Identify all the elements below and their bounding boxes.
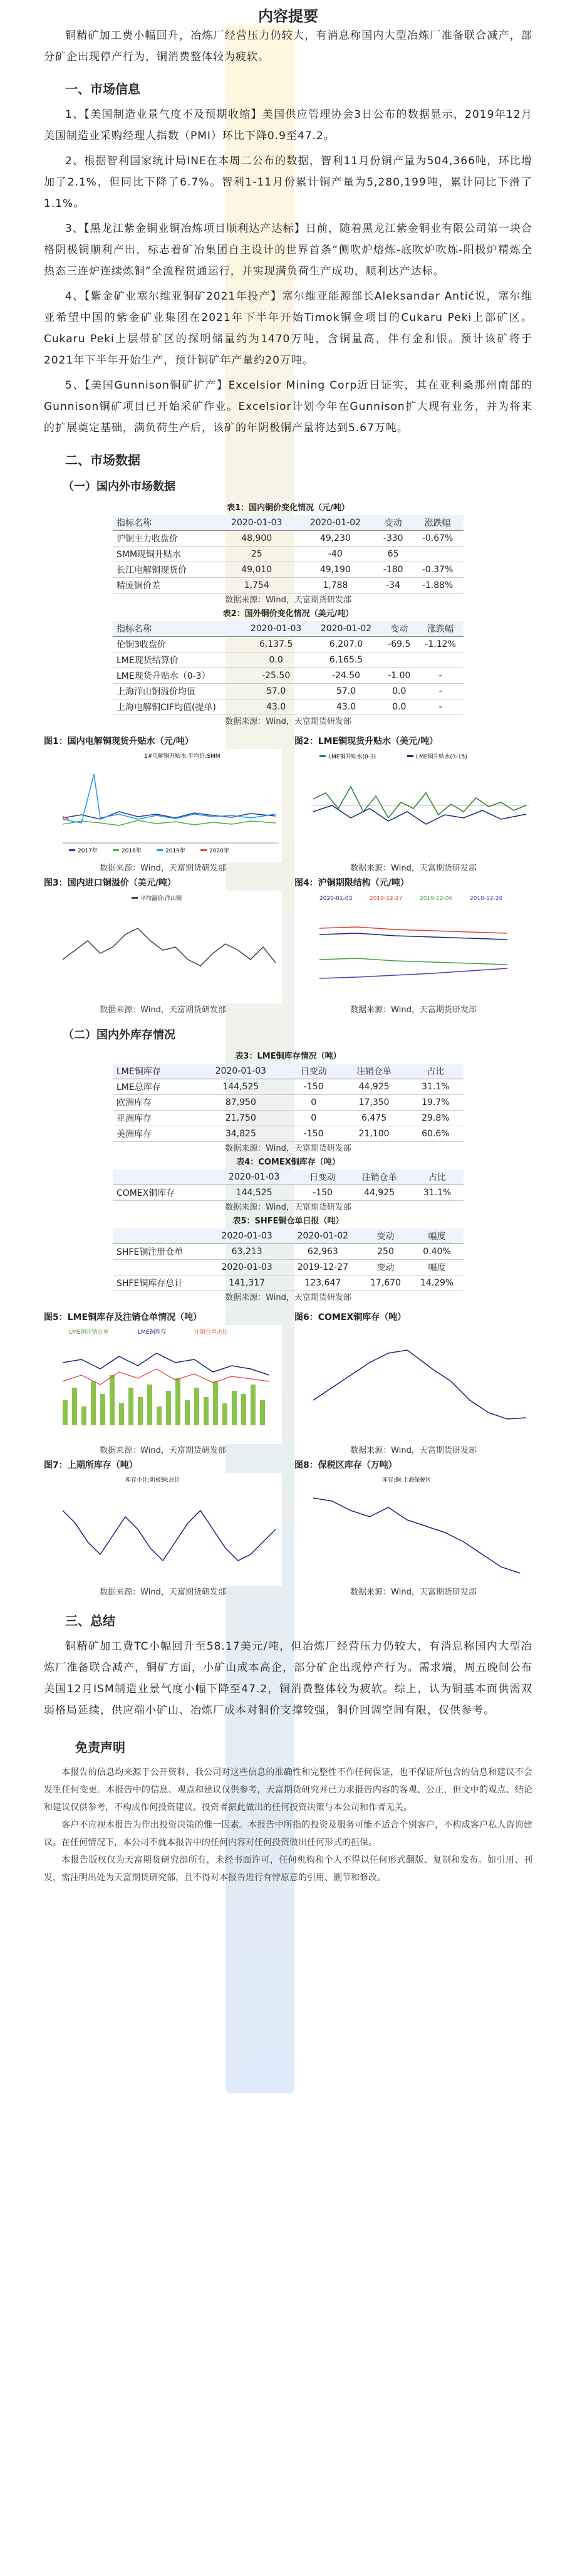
- data-source: 数据来源：Wind，天富期货研发部: [100, 864, 226, 873]
- table-cell: 美洲库存: [113, 1126, 195, 1142]
- figure-title: 图8：保税区库存（万吨）: [294, 1460, 397, 1470]
- table-cell: 49,190: [296, 562, 375, 578]
- table-cell: -69.5: [381, 637, 417, 652]
- figure-2: [294, 734, 532, 876]
- table-cell: 49,230: [296, 531, 375, 547]
- spot-premium-chart: [44, 749, 282, 862]
- table-row: [113, 562, 464, 578]
- series-2019: [63, 774, 276, 823]
- table-cell: -0.37%: [412, 562, 464, 578]
- table-row: [113, 1079, 464, 1095]
- series-2017: [63, 812, 276, 819]
- table-cell: -150: [287, 1126, 340, 1142]
- table-cell: 伦铜3收盘价: [113, 637, 241, 652]
- series-2020-01-03: [319, 933, 507, 940]
- legend-label: 库存:铜:上海保税区: [382, 1477, 432, 1484]
- table-header: 占比: [408, 1064, 464, 1079]
- table-cell: SMM现铜升贴水: [113, 547, 217, 562]
- table-cell: 44,925: [340, 1079, 407, 1095]
- table-cell: -1.88%: [412, 578, 464, 594]
- series-yangshan: [63, 928, 276, 966]
- table-cell: 144,525: [195, 1079, 287, 1095]
- disclaimer-title: 免责声明: [75, 1740, 125, 1755]
- table-header: 日变动: [298, 1170, 348, 1185]
- table-cell: [381, 652, 417, 668]
- table-cell: [417, 652, 464, 668]
- table-cell: 19.7%: [408, 1095, 464, 1111]
- subsection-heading-prices: （一）国内外市场数据: [63, 480, 175, 493]
- legend-label: 2018年: [122, 848, 142, 854]
- legend-label: LME铜升贴水(3-15): [416, 754, 467, 760]
- table-cell: 6,137.5: [241, 637, 311, 652]
- table-cell: 幅度: [410, 1260, 464, 1275]
- data-source: 数据来源：Wind，天富期货研发部: [350, 1005, 477, 1015]
- series-lme-0-3: [313, 787, 526, 818]
- data-source: 数据来源：Wind，天富期货研发部: [225, 1144, 351, 1153]
- figure-3: [44, 876, 282, 1017]
- data-source: 数据来源：Wind，天富期货研发部: [100, 1005, 226, 1015]
- intro-paragraph: 铜精矿加工费小幅回升，冶炼厂经营压力仍较大，有消息称国内大型冶炼厂准备联合减产，部分矿企出现停产行为，铜消费整体较为疲软。: [44, 29, 532, 63]
- table-cell: SHFE铜库存总计: [113, 1275, 209, 1291]
- table-cell: 沪铜主力收盘价: [113, 531, 217, 547]
- table-cell: 17,670: [361, 1275, 410, 1291]
- table-cell: 6,165.5: [311, 652, 381, 668]
- table-row: [113, 578, 464, 594]
- shfe-warrant-table: [113, 1228, 464, 1291]
- table-row: [113, 637, 464, 652]
- series-comex-stock: [313, 1350, 526, 1419]
- table-cell: 123,647: [285, 1275, 361, 1291]
- table-cell: -: [417, 684, 464, 699]
- table-row: [113, 547, 464, 562]
- table-cell: -24.50: [311, 668, 381, 684]
- table-cell: -150: [298, 1185, 348, 1201]
- table-row: [113, 668, 464, 684]
- table-row: [113, 652, 464, 668]
- table-row: [113, 699, 464, 715]
- news-item: 2、根据智利国家统计局INE在本周二公布的数据，智利11月份铜产量为504,366吨，环比增加了2.1%，但同比下降了6.7%。智利1-11月份累计铜产量为5,280,199吨，累计同比下滑了1.1%。: [44, 155, 532, 210]
- table-cell: 60.6%: [408, 1126, 464, 1142]
- table-cell: 上海电解铜CIF均值(提单): [113, 699, 241, 715]
- cancelled-warrant-bars: [63, 1375, 265, 1425]
- data-source: 数据来源：Wind，天富期货研发部: [100, 1588, 226, 1597]
- table-cell: 43.0: [241, 699, 311, 715]
- table-cell: 21,750: [195, 1111, 287, 1126]
- table-header: 2020-01-03: [195, 1064, 287, 1079]
- table-cell: 17,350: [340, 1095, 407, 1111]
- figure-title: 图5：LME铜库存及注销仓单情况（吨）: [44, 1312, 202, 1322]
- figure-7: [44, 1458, 282, 1600]
- table-cell: 0.0: [381, 684, 417, 699]
- section-heading-market-info: 一、市场信息: [65, 81, 140, 97]
- legend-label: 2019年: [165, 848, 185, 854]
- table-cell: 141,317: [209, 1275, 285, 1291]
- legend-label: 库存小计:阴极铜:总计: [125, 1477, 180, 1484]
- table-header: 指标名称: [113, 621, 241, 637]
- table-cell: 0: [287, 1111, 340, 1126]
- table-header: 2020-01-02: [311, 621, 381, 637]
- series-2019-12-06: [319, 958, 507, 965]
- disclaimer-paragraph: 本报告版权仅为天富期货研究部所有，未经书面许可，任何机构和个人不得以任何形式翻版、复制和发布。如引用、刊发，需注明出处为天富期货研究部，且不得对本报告进行有悖原意的引用、删节和修改。: [44, 1855, 532, 1883]
- table-cell: 57.0: [311, 684, 381, 699]
- news-item: 1、【美国制造业景气度不及预期收缩】美国供应管理协会3日公布的数据显示，2019年12月美国制造业采购经理人指数（PMI）环比下降0.9至47.2。: [44, 108, 532, 142]
- lme-spread-chart: [294, 749, 532, 862]
- foreign-price-table: [113, 621, 464, 715]
- legend-label: 2019-12-27: [370, 896, 403, 902]
- legend-label: 2017年: [78, 848, 98, 854]
- table-cell: 1,788: [296, 578, 375, 594]
- table-cell: -1.12%: [417, 637, 464, 652]
- legend-label: LME铜注销仓单: [69, 1329, 109, 1336]
- legend-label: LME铜升贴水(0-3): [328, 754, 376, 760]
- shfe-inventory-chart: [44, 1473, 282, 1586]
- table-cell: [412, 547, 464, 562]
- figure-5: [44, 1310, 282, 1458]
- table-row: [113, 1244, 464, 1260]
- table-header: 2020-01-03: [241, 621, 311, 637]
- table-cell: 21,100: [340, 1126, 407, 1142]
- table-cell: [113, 1260, 209, 1275]
- table-cell: 87,950: [195, 1095, 287, 1111]
- figure-title: 图4：沪铜期限结构（元/吨）: [294, 878, 409, 888]
- summary-paragraph: 铜精矿加工费TC小幅回升至58.17美元/吨，但冶炼厂经营压力仍较大，有消息称国内大型冶炼厂准备联合减产，铜矿方面，小矿山成本高企，部分矿企出现停产行为。需求端，周五晚间公布美国12月ISM制造业景气度小幅下降至47.2，铜消费整体较为疲软。综上，认为铜基本面供需双弱格局延续，供应端小矿山、冶炼厂成本对铜价支撑较强，铜价回调空间有限，仅供参考。: [44, 1640, 532, 1717]
- table-cell: 34,825: [195, 1126, 287, 1142]
- table-cell: 25: [217, 547, 296, 562]
- table-cell: 31.1%: [408, 1079, 464, 1095]
- table-header: 日变动: [287, 1064, 340, 1079]
- import-premium-chart: [44, 891, 282, 1003]
- data-source: 数据来源：Wind，天富期货研发部: [225, 1293, 351, 1302]
- table-cell: 43.0: [311, 699, 381, 715]
- figure-title: 图1：国内电解铜现货升贴水（元/吨）: [44, 736, 194, 746]
- figure-1: [44, 734, 282, 876]
- section-heading-market-data: 二、市场数据: [65, 453, 140, 468]
- table-header: 2020-01-02: [296, 515, 375, 531]
- table-caption: 表4：COMEX铜库存（吨）: [236, 1158, 340, 1167]
- table-caption: 表3：LME铜库存情况（吨）: [235, 1052, 341, 1061]
- table-cell: 29.8%: [408, 1111, 464, 1126]
- table-cell: -: [417, 699, 464, 715]
- figure-title: 图7：上期所库存（吨）: [44, 1460, 138, 1470]
- series-2018: [63, 820, 276, 825]
- table-cell: 1,754: [217, 578, 296, 594]
- series-shfe-stock: [63, 1511, 276, 1561]
- table-cell: 长江电解铜现货价: [113, 562, 217, 578]
- table-cell: -25.50: [241, 668, 311, 684]
- table-cell: -: [417, 668, 464, 684]
- figure-title: 图6：COMEX铜库存（吨）: [294, 1312, 407, 1322]
- table-header: 涨跌幅: [417, 621, 464, 637]
- series-lme-stock: [63, 1353, 269, 1375]
- table-header: [113, 1170, 210, 1185]
- table-row: [113, 684, 464, 699]
- table-row: [113, 1095, 464, 1111]
- figure-8: [294, 1458, 532, 1600]
- table-header: 变动: [361, 1228, 410, 1244]
- table-cell: 0.0: [381, 699, 417, 715]
- legend-label: 注销仓单占比: [194, 1329, 229, 1336]
- table-header: 注销仓单: [348, 1170, 411, 1185]
- comex-inventory-table: [113, 1170, 464, 1201]
- table-row: [113, 1126, 464, 1142]
- lme-inventory-table: [113, 1064, 464, 1142]
- table-cell: -34: [375, 578, 412, 594]
- table-cell: 57.0: [241, 684, 311, 699]
- table-cell: 精废铜价差: [113, 578, 217, 594]
- table-header: 占比: [411, 1170, 464, 1185]
- term-structure-chart: [294, 891, 532, 1003]
- table-caption: 表1：国内铜价变化情况（元/吨）: [227, 503, 350, 513]
- table-cell: 144,525: [210, 1185, 298, 1201]
- legend-label: 2018-12-28: [470, 896, 503, 902]
- table-cell: 65: [375, 547, 412, 562]
- table-cell: -330: [375, 531, 412, 547]
- table-header: LME铜库存: [113, 1064, 195, 1079]
- series-2018-12-28: [319, 968, 507, 978]
- table-header: 2020-01-03: [210, 1170, 298, 1185]
- figure-title: 图3：国内进口铜溢价（美元/吨）: [44, 878, 176, 888]
- table-cell: LME现货升贴水（0-3）: [113, 668, 241, 684]
- table-cell: 250: [361, 1244, 410, 1260]
- news-item: 3、【黑龙江紫金铜业铜冶炼项目顺利达产达标】日前，随着黑龙江紫金铜业有限公司第一块合格阴极铜顺利产出，标志着矿冶集团自主设计的世界首条“侧吹炉熔炼-底吹炉吹炼-阳极炉精炼全热态三连炉连续炼铜”全流程贯通运行，并实现满负荷生产成功，顺利达产达标。: [44, 223, 532, 278]
- legend-label: 2020年: [209, 848, 229, 854]
- table-cell: 63,213: [209, 1244, 285, 1260]
- data-source: 数据来源：Wind，天富期货研发部: [225, 717, 351, 726]
- table-caption: 表5：SHFE铜仓单日报（吨）: [232, 1217, 344, 1226]
- table-cell: -180: [375, 562, 412, 578]
- table-cell: 31.1%: [411, 1185, 464, 1201]
- table-cell: 0.0: [241, 652, 311, 668]
- table-cell: LME总库存: [113, 1079, 195, 1095]
- table-cell: 62,963: [285, 1244, 361, 1260]
- legend-label: 2019-12-06: [420, 896, 453, 902]
- figure-6: [294, 1310, 532, 1458]
- table-cell: -40: [296, 547, 375, 562]
- section-heading-summary: 三、总结: [65, 1613, 115, 1628]
- chart-label: 1#电解铜升贴水:平均价:SMM: [144, 753, 220, 760]
- table-cell: 变动: [361, 1260, 410, 1275]
- table-header: 2020-01-03: [217, 515, 296, 531]
- table-cell: 49,010: [217, 562, 296, 578]
- report-body: [44, 0, 532, 2576]
- domestic-price-table: [113, 515, 464, 594]
- data-source: 数据来源：Wind，天富期货研发部: [100, 1446, 226, 1455]
- table-cell: -1.00: [381, 668, 417, 684]
- lme-inventory-chart: [44, 1325, 282, 1444]
- page-title: 内容提要: [258, 8, 318, 25]
- table-cell: 48,900: [217, 531, 296, 547]
- disclaimer-paragraph: 本报告的信息均来源于公开资料，我公司对这些信息的准确性和完整性不作任何保证，也不保证所包含的信息和建议不会发生任何变更。本报告中的信息、观点和建议仅供参考，天富期货研究并已力求报告内容的客观、公正，但文中的观点、结论和建议仅供参考，不构成作何投资建议。投资者据此做出的任何投资决策与本公司和作者无关。: [44, 1767, 532, 1813]
- table-row: [113, 1111, 464, 1126]
- comex-inventory-chart: [294, 1325, 532, 1444]
- table-caption: 表2：国外铜价变化情况（美元/吨）: [222, 609, 354, 619]
- series-2019-12-27: [319, 927, 507, 933]
- table-cell: 亚洲库存: [113, 1111, 195, 1126]
- table-cell: 2019-12-27: [285, 1260, 361, 1275]
- table-cell: 上海洋山铜溢价均值: [113, 684, 241, 699]
- table-cell: 2020-01-03: [209, 1260, 285, 1275]
- table-cell: -0.67%: [412, 531, 464, 547]
- table-header: 2020-01-02: [285, 1228, 361, 1244]
- table-header: 2020-01-03: [209, 1228, 285, 1244]
- data-source: 数据来源：Wind，天富期货研发部: [225, 595, 351, 605]
- series-lme-3-15: [313, 805, 526, 824]
- series-bonded-stock: [313, 1498, 520, 1573]
- figure-4: [294, 876, 532, 1017]
- data-source: 数据来源：Wind，天富期货研发部: [350, 1588, 477, 1597]
- table-row: [113, 531, 464, 547]
- table-cell: 欧洲库存: [113, 1095, 195, 1111]
- table-cell: COMEX铜库存: [113, 1185, 210, 1201]
- table-header: 变动: [381, 621, 417, 637]
- table-cell: 6,207.0: [311, 637, 381, 652]
- figure-title: 图2：LME铜现货升贴水（美元/吨）: [294, 736, 438, 746]
- table-header: 变动: [375, 515, 412, 531]
- table-cell: 14.29%: [410, 1275, 464, 1291]
- data-source: 数据来源：Wind，天富期货研发部: [350, 864, 477, 873]
- table-cell: -150: [287, 1079, 340, 1095]
- table-cell: 6,475: [340, 1111, 407, 1126]
- news-item: 4、【紫金矿业塞尔维亚铜矿2021年投产】塞尔维亚能源部长Aleksandar Antić说，塞尔维亚希望中国的紫金矿业集团在2021年下半年开始Timok铜金项目的Cukaru Peki上部矿区。Cukaru Peki上层带矿区的探明储量约为1470万吨，含铜量高，伴有金和银。预计该矿将于2021年下半年开始生产，预计铜矿年产量约20万吨。: [44, 290, 532, 367]
- disclaimer-paragraph: 客户不应视本报告为作出投资决策的惟一因素。本报告中所指的投资及服务可能不适合个别客户，不构成客户私人咨询建议。在任何情况下，本公司不就本报告中的任何内容对任何投资做出任何形式的担保。: [44, 1820, 532, 1848]
- table-row: [113, 1260, 464, 1275]
- table-header: 指标名称: [113, 515, 217, 531]
- table-header: 幅度: [410, 1228, 464, 1244]
- table-cell: 0: [287, 1095, 340, 1111]
- table-header: 注销仓单: [340, 1064, 407, 1079]
- data-source: 数据来源：Wind，天富期货研发部: [350, 1446, 477, 1455]
- disclaimer: [44, 1737, 532, 1887]
- table-cell: LME现货结算价: [113, 652, 241, 668]
- table-row: [113, 1275, 464, 1291]
- news-item: 5、【美国Gunnison铜矿扩产】Excelsior Mining Corp近日证实，其在亚利桑那州南部的Gunnison铜矿项目已开始采矿作业。Excelsior计划今年在Gunnison扩大现有业务，并为将来的扩展奠定基础，满负荷生产后，该矿的年阴极铜产量将达到5.67万吨。: [44, 379, 532, 434]
- table-header: [113, 1228, 209, 1244]
- legend-label: 2020-01-03: [319, 896, 353, 902]
- data-source: 数据来源：Wind，天富期货研发部: [225, 1203, 351, 1212]
- legend-label: 平均溢价:洋山铜: [140, 896, 182, 902]
- table-cell: 44,925: [348, 1185, 411, 1201]
- table-cell: 0.40%: [410, 1244, 464, 1260]
- table-row: [113, 1185, 464, 1201]
- legend-label: LME铜库存: [138, 1329, 167, 1336]
- bonded-inventory-chart: [294, 1473, 532, 1586]
- table-cell: SHFE铜注册仓单: [113, 1244, 209, 1260]
- subsection-heading-inventory: （二）国内外库存情况: [63, 1029, 175, 1042]
- table-header: 涨跌幅: [412, 515, 464, 531]
